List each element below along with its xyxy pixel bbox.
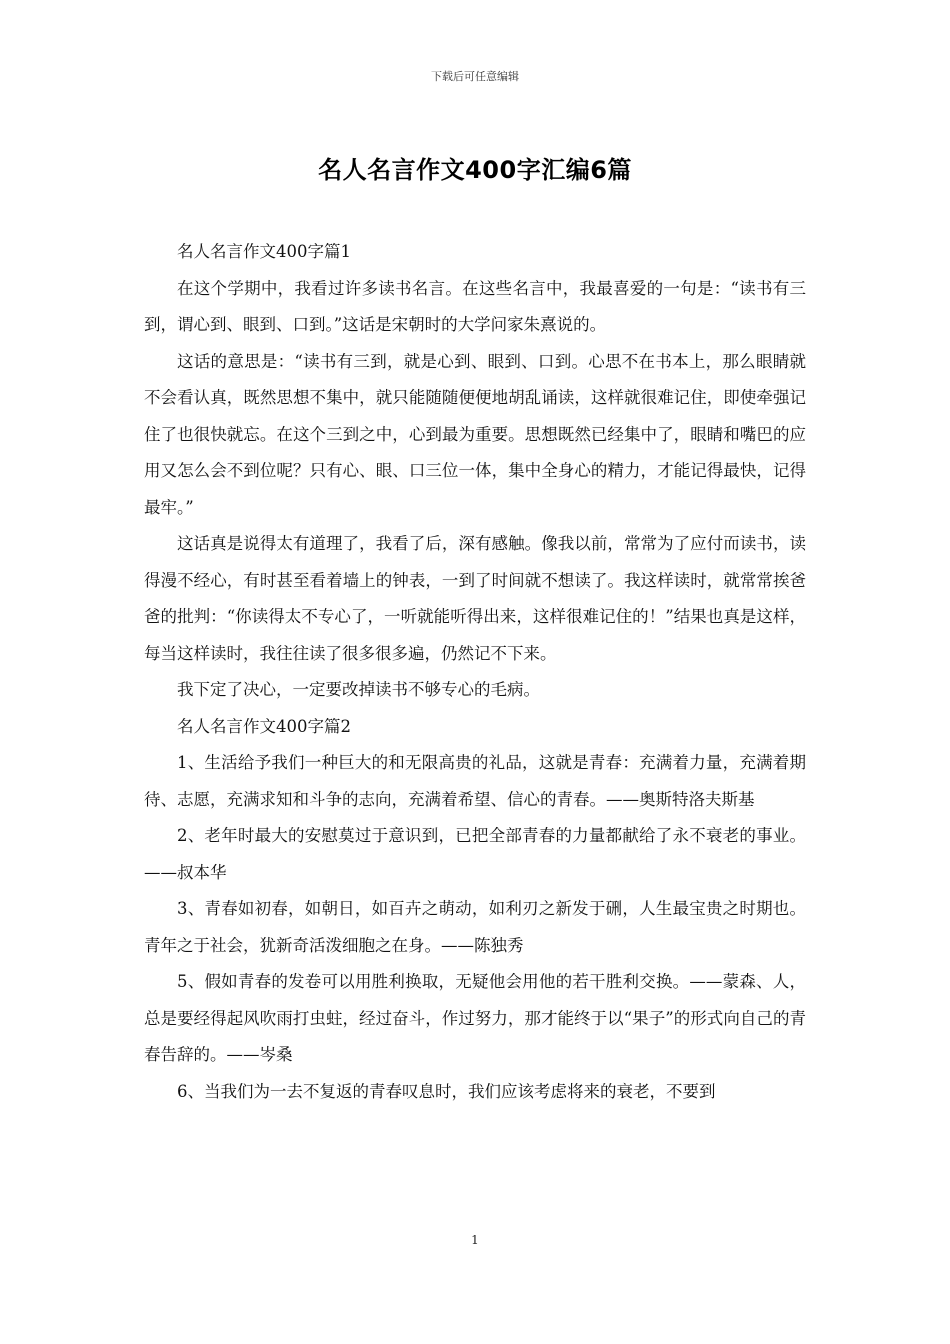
page-number: 1 — [471, 1233, 479, 1247]
paragraph: 这话真是说得太有道理了，我看了后，深有感触。像我以前，常常为了应付而读书，读得漫不经心，有时甚至看着墙上的钟表，一到了时间就不想读了。我这样读时，就常常挨爸爸的批判：“你读得太不专心了，一听就能听得出来，这样很难记住的！”结果也真是这样，每当这样读时，我往往读了很多很多遍，仍然记不下来。 — [144, 534, 806, 663]
document-title: 名人名言作文400字汇编6篇 — [318, 156, 632, 184]
paragraph: 这话的意思是：“读书有三到，就是心到、眼到、口到。心思不在书本上，那么眼睛就不会看认真，既然思想不集中，就只能随随便便地胡乱诵读，这样就很难记住，即使牵强记住了也很快就忘。在这个三到之中，心到最为重要。思想既然已经集中了，眼睛和嘴巴的应用又怎么会不到位呢？只有心、眼、口三位一体，集中全身心的精力，才能记得最快，记得最牢。” — [144, 351, 806, 517]
document-body — [144, 234, 806, 1110]
quote-item: 3、青春如初春，如朝日，如百卉之萌动，如利刃之新发于硎，人生最宝贵之时期也。青年之于社会，犹新奇活泼细胞之在身。——陈独秀 — [144, 899, 806, 955]
quote-item: 2、老年时最大的安慰莫过于意识到，已把全部青春的力量都献给了永不衰老的事业。——叔本华 — [144, 826, 806, 882]
section-heading-1: 名人名言作文400字篇1 — [177, 242, 351, 261]
header-note: 下载后可任意编辑 — [431, 70, 519, 83]
paragraph: 我下定了决心，一定要改掉读书不够专心的毛病。 — [177, 680, 540, 699]
quote-item: 1、生活给予我们一种巨大的和无限高贵的礼品，这就是青春：充满着力量，充满着期待、志愿，充满求知和斗争的志向，充满着希望、信心的青春。——奥斯特洛夫斯基 — [144, 753, 806, 809]
quote-item: 5、假如青春的发卷可以用胜利换取，无疑他会用他的若干胜利交换。——蒙森、人，总是要经得起风吹雨打虫蛀，经过奋斗，作过努力，那才能终于以“果子”的形式向自己的青春告辞的。——岑桑 — [144, 972, 806, 1064]
section-heading-2: 名人名言作文400字篇2 — [177, 716, 351, 736]
quote-item: 6、当我们为一去不复返的青春叹息时，我们应该考虑将来的衰老，不要到 — [177, 1081, 716, 1101]
paragraph: 在这个学期中，我看过许多读书名言。在这些名言中，我最喜爱的一句是：“读书有三到，谓心到、眼到、口到。”这话是宋朝时的大学问家朱熹说的。 — [144, 278, 806, 334]
